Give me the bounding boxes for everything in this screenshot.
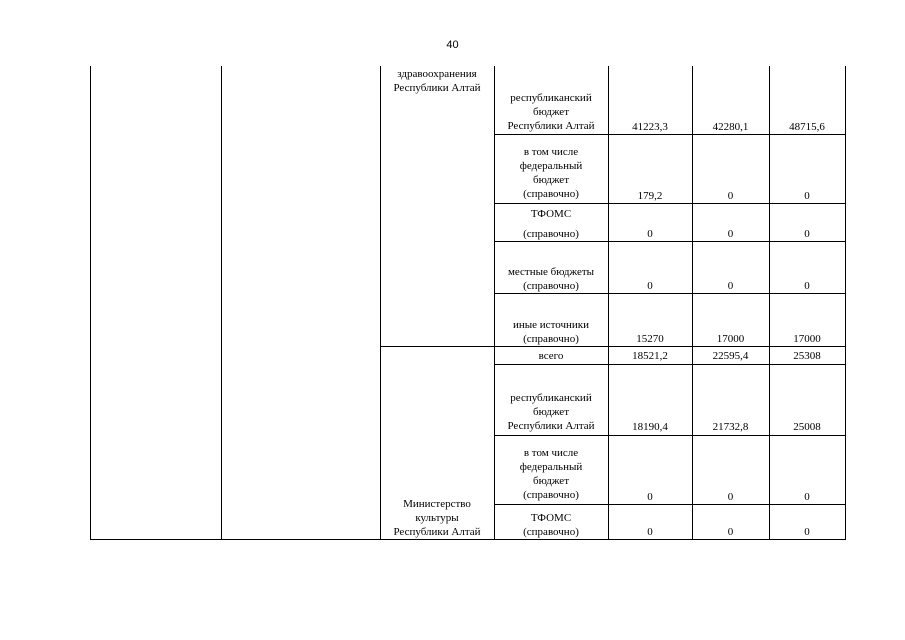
row-divider: [494, 293, 846, 294]
table-divider-col5: [608, 66, 609, 540]
table-divider-col6: [692, 66, 693, 540]
value-cell: 0: [804, 190, 810, 202]
value-cell: 0: [804, 228, 810, 240]
value-cell: 0: [647, 526, 653, 538]
value-cell: 41223,3: [632, 121, 668, 133]
table-divider-col7: [769, 66, 770, 540]
value-cell: 0: [647, 280, 653, 292]
value-cell: 0: [804, 526, 810, 538]
row-divider: [494, 203, 846, 204]
value-cell: 179,2: [637, 190, 663, 202]
value-cell: 42280,1: [712, 121, 749, 133]
page-number: 40: [446, 39, 459, 51]
row-divider: [494, 134, 846, 135]
source-label: ТФОМС (справочно): [523, 208, 579, 240]
row-divider: [494, 435, 846, 436]
table-divider-col2: [221, 66, 222, 540]
value-cell: 17000: [716, 333, 745, 345]
value-cell: 25008: [793, 421, 821, 433]
table-border-left: [90, 66, 91, 540]
table-border-bottom: [90, 539, 846, 540]
value-cell: 0: [647, 228, 653, 240]
value-cell: 0: [647, 491, 653, 503]
value-cell: 21732,8: [712, 421, 749, 433]
value-cell: 0: [804, 491, 810, 503]
org-name-culture: Министерство культуры Республики Алтай: [393, 498, 481, 538]
source-label: ТФОМС (справочно): [523, 512, 579, 538]
value-cell: 18521,2: [632, 350, 668, 362]
value-cell: 15270: [636, 333, 664, 345]
value-cell: 25308: [793, 350, 821, 362]
value-cell: 0: [804, 280, 810, 292]
source-label: всего: [538, 350, 564, 362]
value-cell: 0: [727, 228, 734, 240]
source-label: иные источники (справочно): [513, 319, 589, 345]
value-cell: 0: [727, 280, 734, 292]
value-cell: 0: [727, 491, 734, 503]
value-cell: 48715,6: [789, 121, 825, 133]
org-name-health: здравоохранения Республики Алтай: [393, 68, 481, 94]
source-label: в том числе федеральный бюджет (справочно): [519, 447, 583, 501]
row-divider: [494, 364, 846, 365]
source-label: в том числе федеральный бюджет (справочно): [519, 146, 583, 200]
source-label: местные бюджеты (справочно): [507, 266, 595, 292]
source-label: республиканский бюджет Республики Алтай: [507, 92, 595, 132]
table-divider-col3: [380, 66, 381, 540]
row-divider: [494, 241, 846, 242]
table-border-right: [845, 66, 846, 540]
row-divider: [494, 504, 846, 505]
row-divider: [380, 346, 846, 347]
value-cell: 22595,4: [712, 350, 749, 362]
value-cell: 18190,4: [632, 421, 668, 433]
value-cell: 0: [727, 190, 734, 202]
value-cell: 0: [727, 526, 734, 538]
value-cell: 17000: [793, 333, 821, 345]
source-label: республиканский бюджет Республики Алтай: [507, 392, 595, 432]
